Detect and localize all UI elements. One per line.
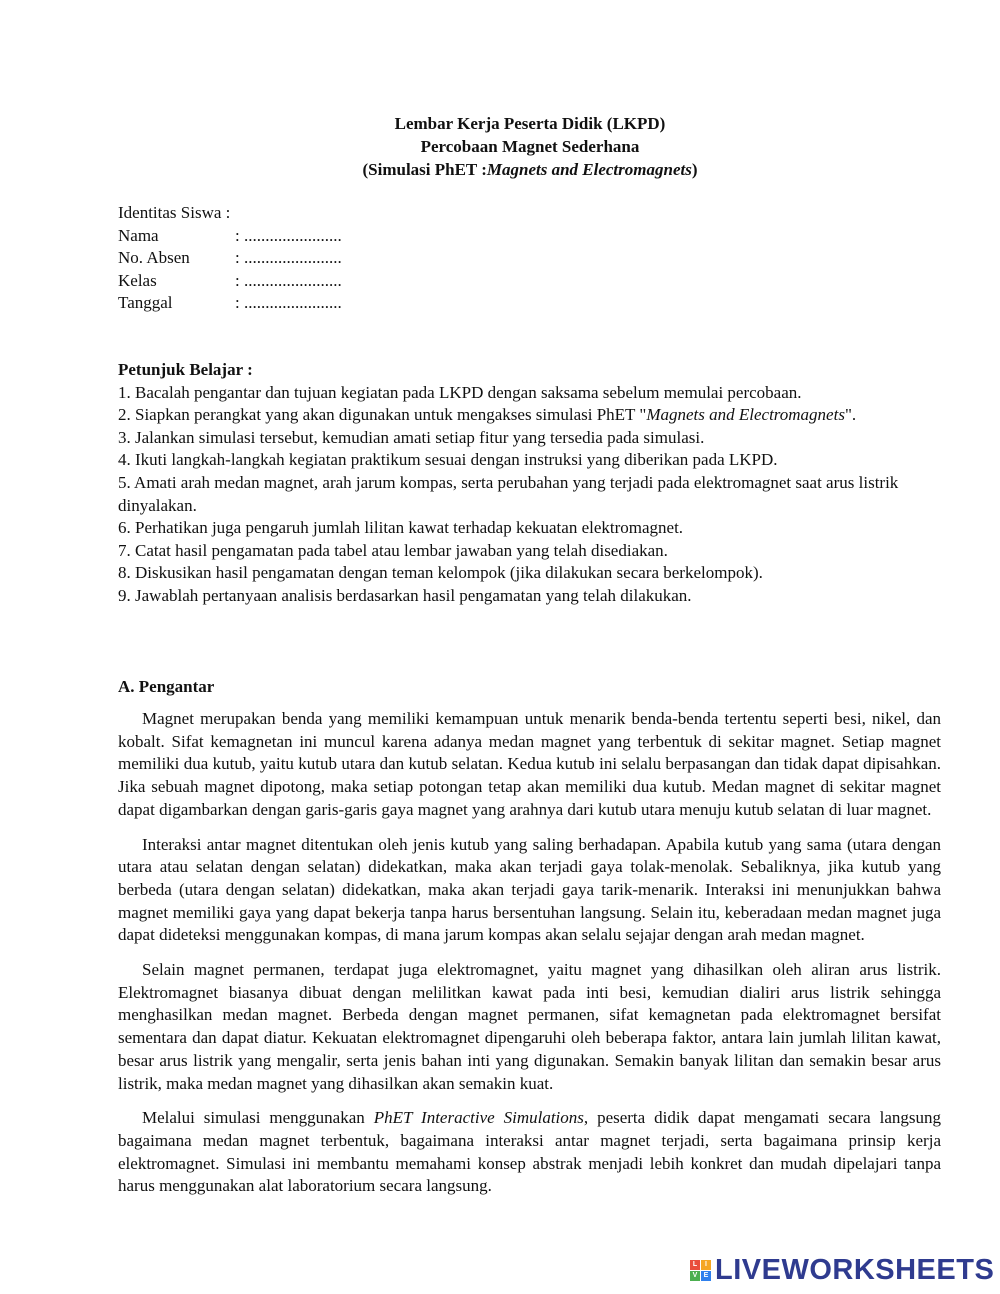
identity-row-tanggal (118, 292, 342, 315)
identity-row-kelas (118, 270, 342, 293)
title-line-3-prefix: (Simulasi PhET : (362, 160, 487, 179)
instruction-item: 4. Ikuti langkah-langkah kegiatan praktikum sesuai dengan instruksi yang diberikan pada LKPD. (118, 450, 778, 470)
intro-paragraph-4-suffix: , peserta didik dapat mengamati secara langsung bagaimana medan magnet terbentuk, bagaimana interaksi antar magnet terjadi, serta bagaimana prinsip kerja elektromagnet. Simulasi ini membantu memahami konsep abstrak menjadi lebih konkret dan mudah dipelajari tanpa harus menggunakan alat laboratorium secara langsung. (118, 1108, 941, 1196)
identity-label: Tanggal (118, 293, 173, 313)
intro-paragraph (118, 1107, 941, 1198)
title-line-3-italic: Magnets and Electromagnets (486, 160, 692, 179)
instruction-item: 9. Jawablah pertanyaan analisis berdasarkan hasil pengamatan yang telah dilakukan. (118, 585, 692, 605)
title-line-2: Percobaan Magnet Sederhana (420, 137, 640, 156)
identity-label: No. Absen (118, 248, 190, 268)
identity-field-nama[interactable]: : ....................... (235, 225, 342, 245)
intro-paragraph: Magnet merupakan benda yang memiliki kemampuan untuk menarik benda-benda tertentu seperti besi, nikel, dan kobalt. Sifat kemagnetan ini muncul karena adanya medan magnet yang terbentuk di sekitar magnet. Setiap magnet memiliki dua kutub, yaitu kutub utara dan kutub selatan. Kedua kutub ini selalu berpasangan dan tidak dapat dipisahkan. Jika sebuah magnet dipotong, maka setiap potongan tetap akan memiliki dua kutub. Medan magnet di sekitar magnet dapat digambarkan dengan garis-garis gaya magnet yang arahnya dari kutub utara menuju kutub selatan di luar magnet. (118, 709, 941, 819)
instruction-item: 5. Amati arah medan magnet, arah jarum kompas, serta perubahan yang terjadi pada elektromagnet saat arus listrik dinyalakan. (118, 472, 899, 515)
identity-label: Kelas (118, 270, 157, 290)
intro-paragraph-4-prefix: Melalui simulasi menggunakan (142, 1108, 374, 1128)
title-line-3-suffix: ) (691, 160, 698, 179)
liveworksheets-logo-icon (690, 1260, 711, 1281)
title-line-3 (0, 158, 1000, 181)
logo-tile: E (701, 1271, 711, 1281)
intro-paragraph: Selain magnet permanen, terdapat juga elektromagnet, yaitu magnet yang dihasilkan oleh aliran arus listrik. Elektromagnet biasanya dibuat dengan melilitkan kawat pada inti besi, kemudian dialiri arus listrik sehingga menghasilkan medan magnet. Berbeda dengan magnet permanen, sifat kemagnetan pada elektromagnet bersifat sementara dan dapat diatur. Kekuatan elektromagnet dipengaruhi oleh beberapa faktor, antara lain jumlah lilitan kawat, besar arus listrik yang mengalir, serta jenis bahan inti yang digunakan. Semakin banyak lilitan dan semakin besar arus listrik, maka medan magnet yang dihasilkan akan semakin kuat. (118, 960, 941, 1093)
student-identity (118, 202, 342, 315)
identity-field-absen[interactable]: : ....................... (235, 248, 342, 268)
instruction-item-2-prefix: 2. Siapkan perangkat yang akan digunakan untuk mengakses simulasi PhET " (118, 405, 647, 425)
document-title (0, 112, 1000, 181)
identity-field-kelas[interactable]: : ....................... (235, 270, 342, 290)
logo-tile: I (701, 1260, 711, 1270)
watermark-text: LIVEWORKSHEETS (715, 1254, 995, 1286)
instruction-item: 1. Bacalah pengantar dan tujuan kegiatan pada LKPD dengan saksama sebelum memulai percobaan. (118, 382, 802, 402)
identity-heading: Identitas Siswa : (118, 203, 231, 222)
identity-label: Nama (118, 225, 159, 245)
instruction-item-2-suffix: ". (844, 405, 857, 425)
instruction-item: 3. Jalankan simulasi tersebut, kemudian amati setiap fitur yang tersedia pada simulasi. (118, 427, 705, 447)
identity-row-nama (118, 225, 342, 248)
logo-tile: V (690, 1271, 700, 1281)
liveworksheets-watermark (690, 1254, 994, 1287)
instruction-item: 7. Catat hasil pengamatan pada tabel atau lembar jawaban yang telah disediakan. (118, 540, 668, 560)
study-instructions (118, 359, 948, 608)
intro-paragraph-4-italic: PhET Interactive Simulations (373, 1108, 584, 1128)
logo-tile: L (690, 1260, 700, 1270)
instructions-heading: Petunjuk Belajar : (118, 360, 253, 379)
title-line-1: Lembar Kerja Peserta Didik (LKPD) (394, 114, 666, 133)
instruction-item (118, 404, 948, 427)
section-heading: A. Pengantar (118, 677, 215, 696)
identity-field-tanggal[interactable]: : ....................... (235, 293, 342, 313)
instruction-item: 6. Perhatikan juga pengaruh jumlah lilitan kawat terhadap kekuatan elektromagnet. (118, 518, 684, 538)
intro-paragraph: Interaksi antar magnet ditentukan oleh jenis kutub yang saling berhadapan. Apabila kutub yang sama (utara dengan utara atau selatan dengan selatan) didekatkan, maka akan terjadi gaya tolak-menolak. Sebaliknya, jika kutub yang berbeda (utara dengan selatan) didekatkan, maka akan terjadi gaya tarik-menarik. Interaksi ini menunjukkan bahwa magnet memiliki gaya yang dapat bekerja tanpa harus bersentuhan langsung. Selain itu, keberadaan medan magnet juga dapat dideteksi menggunakan kompas, di mana jarum kompas akan selalu sejajar dengan arah medan magnet. (118, 834, 941, 945)
instruction-item: 8. Diskusikan hasil pengamatan dengan teman kelompok (jika dilakukan secara berkelompok). (118, 563, 763, 583)
identity-row-absen (118, 247, 342, 270)
section-introduction (118, 676, 941, 1210)
instruction-item-2-italic: Magnets and Electromagnets (646, 405, 845, 425)
